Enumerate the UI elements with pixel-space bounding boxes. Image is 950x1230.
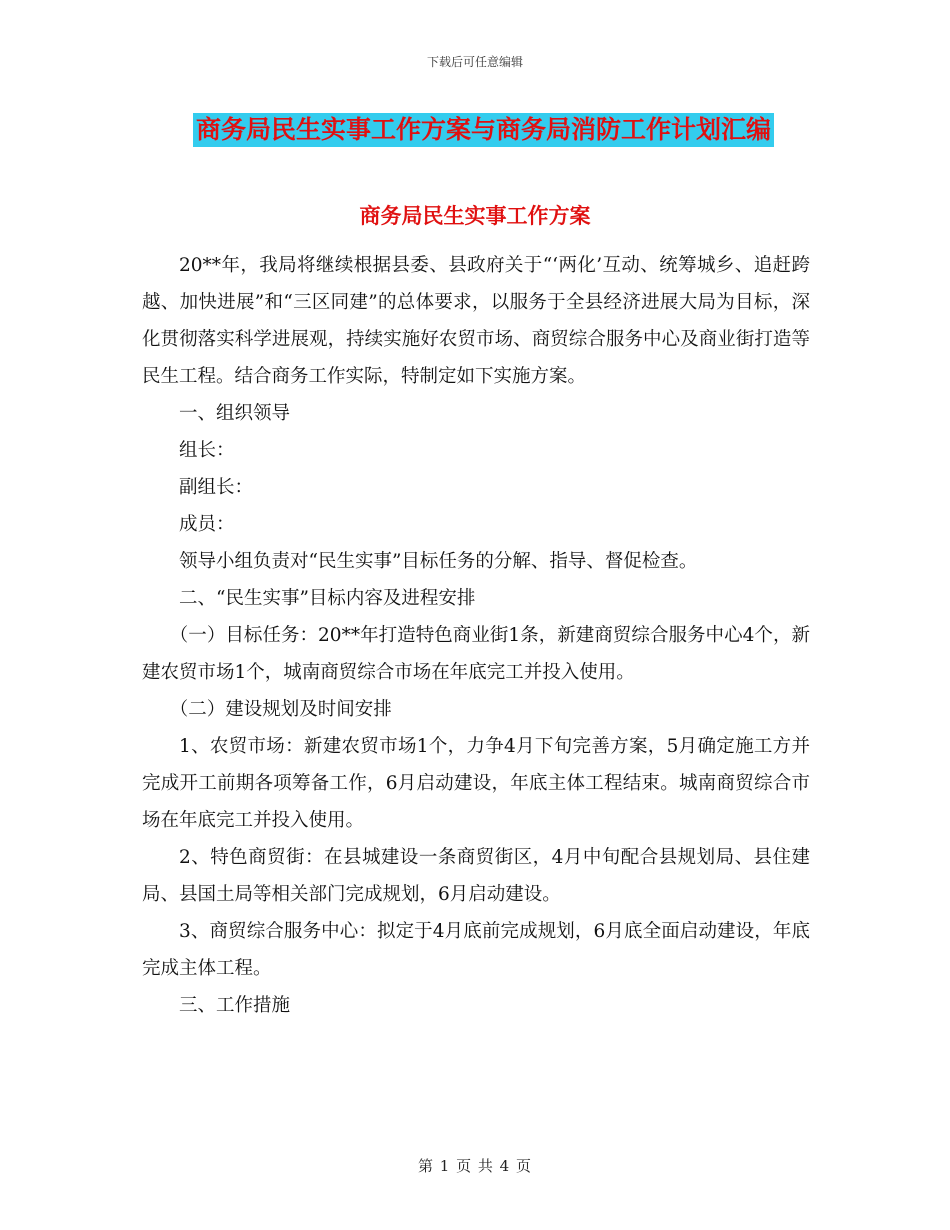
section-title: 商务局民生实事工作方案: [359, 204, 591, 228]
document-main-title: 商务局民生实事工作方案与商务局消防工作计划汇编: [193, 113, 774, 147]
paragraph-farmers-market: 1、农贸市场：新建农贸市场1个，力争4月下旬完善方案，5月确定施工方并完成开工前期各项筹备工作，6月启动建设，年底主体工程结束。城南商贸综合市场在年底完工并投入使用。: [142, 736, 810, 831]
document-body: [142, 247, 810, 1024]
paragraph-intro: 20**年，我局将继续根据县委、县政府关于“‘两化’互动、统筹城乡、追赶跨越、加快进展”和“三区同建”的总体要求，以服务于全县经济进展大局为目标，深化贯彻落实科学进展观，持续实施好农贸市场、商贸综合服务中心及商业街打造等民生工程。结合商务工作实际，特制定如下实施方案。: [142, 255, 810, 387]
field-deputy-leader: 副组长：: [179, 477, 254, 498]
heading-goals-schedule: 二、“民生实事”目标内容及进程安排: [179, 588, 476, 609]
field-group-leader: 组长：: [179, 440, 235, 461]
heading-work-measures: 三、工作措施: [179, 995, 291, 1016]
field-members: 成员：: [179, 514, 235, 535]
header-note: 下载后可任意编辑: [426, 55, 523, 69]
page-footer: 第 1 页 共 4 页: [418, 1157, 532, 1175]
heading-organization: 一、组织领导: [179, 403, 291, 424]
paragraph-service-center: 3、商贸综合服务中心：拟定于4月底前完成规划，6月底全面启动建设，年底完成主体工程。: [142, 921, 810, 979]
heading-construction-plan: （二）建设规划及时间安排: [169, 699, 392, 720]
paragraph-target-tasks: （一）目标任务：20**年打造特色商业街1条，新建商贸综合服务中心4个，新建农贸市场1个，城南商贸综合市场在年底完工并投入使用。: [142, 625, 810, 683]
paragraph-leader-duty: 领导小组负责对“民生实事”目标任务的分解、指导、督促检查。: [179, 551, 698, 572]
paragraph-commercial-street: 2、特色商贸街：在县城建设一条商贸街区，4月中旬配合县规划局、县住建局、县国土局等相关部门完成规划，6月启动建设。: [142, 847, 810, 905]
